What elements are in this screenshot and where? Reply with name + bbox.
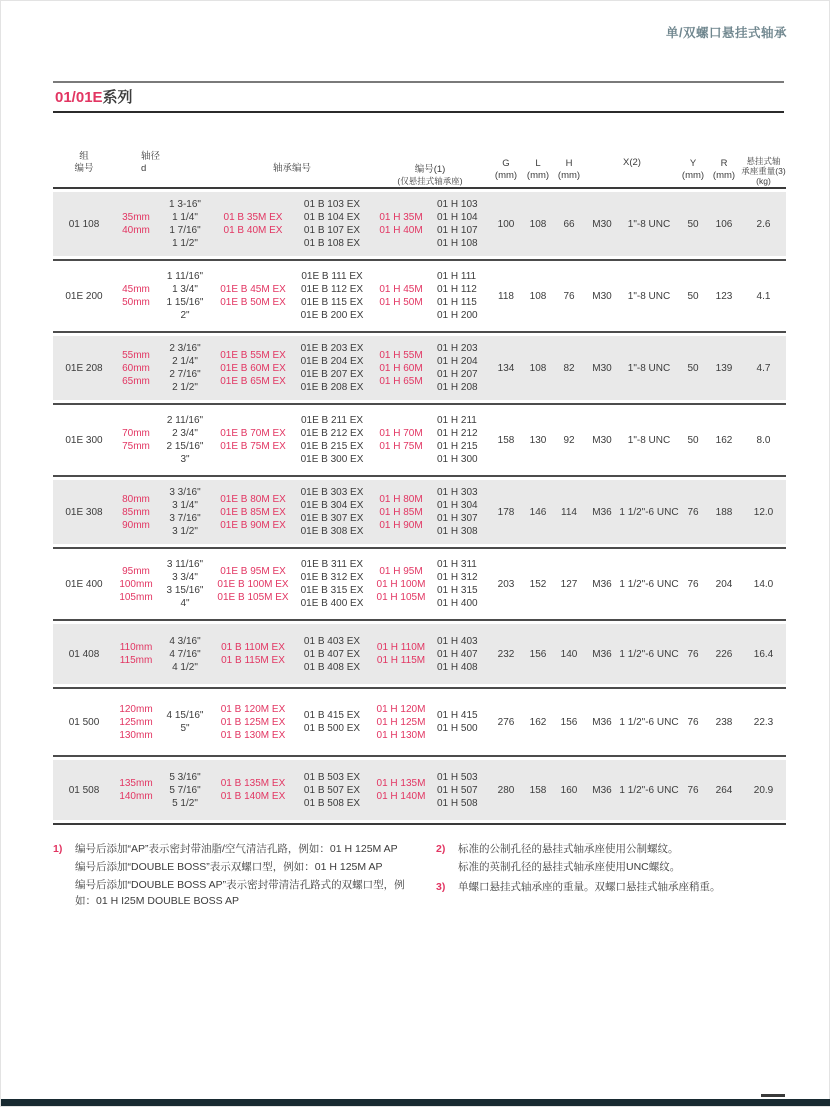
col-header-bearing-number: 轴承编号 — [272, 162, 311, 174]
bearing-number-inch: 01 B 503 EX 01 B 507 EX 01 B 508 EX — [303, 771, 361, 809]
group-number: 01E 308 — [65, 506, 103, 518]
housing-weight: 2.6 — [756, 218, 771, 230]
table-header-row — [53, 133, 786, 187]
dim-r: 264 — [715, 784, 733, 796]
dim-y: 50 — [687, 218, 699, 230]
shaft-diameter-inch: 1 11/16" 1 3/4" 1 15/16" 2" — [166, 271, 204, 321]
hanger-number-inch: 01 H 415 01 H 500 — [437, 710, 478, 734]
thread-unc: 1"-8 UNC — [627, 434, 671, 446]
table-row — [53, 480, 786, 544]
group-number: 01 108 — [68, 218, 100, 230]
footnote-3 — [436, 879, 784, 897]
table-body — [53, 187, 786, 825]
housing-weight: 16.4 — [753, 648, 774, 660]
table-row — [53, 336, 786, 400]
dim-y: 76 — [687, 578, 699, 590]
dim-g: 134 — [497, 362, 515, 374]
dim-g: 178 — [497, 506, 515, 518]
shaft-diameter-inch: 4 3/16" 4 7/16" 4 1/2" — [169, 635, 201, 673]
col-header-group: 组 编号 — [74, 151, 94, 174]
bearing-number-inch: 01E B 311 EX 01E B 312 EX 01E B 315 EX 01E B 400 EX — [300, 559, 364, 609]
hanger-number-inch: 01 H 103 01 H 104 01 H 107 01 H 108 — [437, 199, 478, 249]
table-row — [53, 192, 786, 256]
table-row — [53, 760, 786, 820]
thread-unc: 1 1/2"-6 UNC — [619, 578, 679, 590]
dim-y: 76 — [687, 784, 699, 796]
row-separator — [53, 475, 786, 477]
dim-y: 76 — [687, 648, 699, 660]
section-title-block — [53, 81, 784, 113]
col-header-x: X(2) — [623, 156, 641, 168]
hanger-number-metric: 01 H 120M 01 H 125M 01 H 130M — [376, 703, 426, 741]
housing-weight: 20.9 — [753, 784, 774, 796]
thread-unc: 1 1/2"-6 UNC — [619, 648, 679, 660]
bottom-page-dash — [761, 1094, 785, 1097]
hanger-number-inch: 01 H 111 01 H 112 01 H 115 01 H 200 — [437, 271, 478, 321]
shaft-diameter-metric: 45mm 50mm — [122, 284, 150, 308]
bearing-table — [53, 133, 786, 825]
thread-metric: M30 — [592, 290, 612, 302]
dim-g: 232 — [497, 648, 515, 660]
dim-y: 50 — [687, 434, 699, 446]
section-title-rest: 系列 — [102, 89, 133, 106]
table-row — [53, 552, 786, 616]
shaft-diameter-inch: 5 3/16" 5 7/16" 5 1/2" — [169, 771, 201, 809]
dim-g: 100 — [497, 218, 515, 230]
table-row — [53, 624, 786, 684]
dim-l: 158 — [529, 784, 547, 796]
hanger-number-metric: 01 H 45M 01 H 50M — [379, 284, 423, 308]
dim-h: 160 — [560, 784, 578, 796]
bearing-number-inch: 01 B 403 EX 01 B 407 EX 01 B 408 EX — [303, 635, 361, 673]
footnotes — [53, 841, 784, 911]
shaft-diameter-inch: 1 3-16" 1 1/4" 1 7/16" 1 1/2" — [169, 199, 201, 249]
dim-h: 66 — [563, 218, 575, 230]
footnote-1 — [53, 841, 412, 911]
col-header-shaft-diameter: 轴径 d — [141, 151, 161, 174]
group-number: 01 408 — [68, 648, 100, 660]
row-separator — [53, 687, 786, 689]
table-row — [53, 408, 786, 472]
dim-r: 139 — [715, 362, 733, 374]
dim-y: 50 — [687, 362, 699, 374]
hanger-number-metric: 01 H 55M 01 H 60M 01 H 65M — [379, 349, 423, 387]
group-number: 01E 300 — [65, 434, 103, 446]
row-separator — [53, 331, 786, 333]
row-separator — [53, 259, 786, 261]
housing-weight: 8.0 — [756, 434, 771, 446]
thread-metric: M30 — [592, 218, 612, 230]
footnote-3-line-1: 单螺口悬挂式轴承座的重量。双螺口悬挂式轴承座稍重。 — [457, 881, 721, 893]
hanger-number-metric: 01 H 95M 01 H 100M 01 H 105M — [376, 565, 426, 603]
housing-weight: 4.1 — [756, 290, 771, 302]
dim-l: 108 — [529, 290, 547, 302]
footnote-1-marker: 1) — [53, 843, 63, 855]
footnote-1-line-1: 编号后添加“AP”表示密封带油脂/空气清洁孔路，例如：01 H 125M AP — [75, 843, 398, 855]
bearing-number-metric: 01E B 95M EX 01E B 100M EX 01E B 105M EX — [217, 565, 289, 603]
dim-r: 204 — [715, 578, 733, 590]
bearing-number-metric: 01E B 55M EX 01E B 60M EX 01E B 65M EX — [220, 349, 286, 387]
bearing-number-inch: 01 B 103 EX 01 B 104 EX 01 B 107 EX 01 B 108 EX — [303, 199, 361, 249]
bearing-number-inch: 01E B 111 EX 01E B 112 EX 01E B 115 EX 01E B 200 EX — [300, 271, 364, 321]
hanger-number-metric: 01 H 110M 01 H 115M — [376, 642, 426, 666]
hanger-number-inch: 01 H 403 01 H 407 01 H 408 — [437, 635, 478, 673]
thread-metric: M30 — [592, 362, 612, 374]
dim-h: 114 — [561, 506, 577, 518]
col-header-weight: 悬挂式轴 承座重量(3) (kg) — [741, 156, 786, 186]
col-header-y: Y (mm) — [681, 158, 705, 181]
shaft-diameter-metric: 135mm 140mm — [119, 778, 153, 802]
bearing-number-metric: 01E B 70M EX 01E B 75M EX — [220, 428, 286, 452]
col-header-g: G (mm) — [494, 158, 518, 181]
col-header-l: L (mm) — [526, 158, 550, 181]
housing-weight: 22.3 — [753, 716, 774, 728]
footnote-1-line-2: 编号后添加“DOUBLE BOSS”表示双螺口型，例如：01 H 125M AP — [75, 861, 383, 873]
dim-y: 50 — [687, 290, 699, 302]
thread-unc: 1 1/2"-6 UNC — [619, 506, 679, 518]
dim-r: 123 — [715, 290, 733, 302]
dim-l: 108 — [529, 218, 547, 230]
thread-unc: 1 1/2"-6 UNC — [619, 716, 679, 728]
footnote-2-line-1: 标准的公制孔径的悬挂式轴承座使用公制螺纹。 — [457, 843, 679, 855]
thread-metric: M36 — [592, 784, 612, 796]
dim-l: 152 — [529, 578, 547, 590]
thread-metric: M36 — [592, 648, 612, 660]
thread-metric: M30 — [592, 434, 612, 446]
col-header-r: R (mm) — [712, 158, 736, 181]
footnote-1-line-3: 编号后添加“DOUBLE BOSS AP”表示密封带清洁孔路式的双螺口型，例如：01 H I25M DOUBLE BOSS AP — [75, 879, 405, 907]
row-separator — [53, 403, 786, 405]
thread-unc: 1"-8 UNC — [627, 218, 671, 230]
group-number: 01E 208 — [65, 362, 103, 374]
bearing-number-metric: 01 B 120M EX 01 B 125M EX 01 B 130M EX — [220, 703, 286, 741]
shaft-diameter-metric: 70mm 75mm — [122, 428, 150, 452]
bearing-number-metric: 01E B 80M EX 01E B 85M EX 01E B 90M EX — [220, 493, 286, 531]
bearing-number-metric: 01 B 135M EX 01 B 140M EX — [220, 778, 286, 802]
footnote-3-marker: 3) — [435, 881, 446, 893]
thread-metric: M36 — [592, 578, 612, 590]
dim-g: 118 — [498, 290, 514, 302]
shaft-diameter-metric: 110mm 115mm — [119, 642, 153, 666]
thread-unc: 1"-8 UNC — [627, 362, 671, 374]
bottom-page-bar — [1, 1099, 830, 1106]
footnote-2-marker: 2) — [435, 843, 446, 855]
shaft-diameter-metric: 95mm 100mm 105mm — [119, 565, 153, 603]
dim-l: 146 — [529, 506, 547, 518]
shaft-diameter-inch: 3 3/16" 3 1/4" 3 7/16" 3 1/2" — [169, 487, 201, 537]
col-header-hanger-number: 编号(1) (仅悬挂式轴承座) — [397, 164, 463, 186]
dim-g: 276 — [497, 716, 515, 728]
shaft-diameter-metric: 80mm 85mm 90mm — [122, 493, 150, 531]
dim-g: 158 — [497, 434, 515, 446]
footnote-2-line-2: 标准的英制孔径的悬挂式轴承座使用UNC螺纹。 — [457, 861, 681, 873]
shaft-diameter-inch: 4 15/16" 5" — [166, 710, 204, 734]
table-row — [53, 264, 786, 328]
dim-l: 130 — [529, 434, 547, 446]
hanger-number-inch: 01 H 503 01 H 507 01 H 508 — [437, 771, 478, 809]
section-title-accent: 01/01E — [55, 89, 103, 106]
shaft-diameter-metric: 120mm 125mm 130mm — [119, 703, 153, 741]
housing-weight: 12.0 — [753, 506, 774, 518]
dim-r: 188 — [715, 506, 733, 518]
thread-unc: 1 1/2"-6 UNC — [619, 784, 679, 796]
hanger-number-metric: 01 H 135M 01 H 140M — [376, 778, 426, 802]
table-row — [53, 692, 786, 752]
dim-y: 76 — [687, 716, 699, 728]
footnote-2 — [436, 841, 784, 877]
housing-weight: 4.7 — [756, 362, 771, 374]
shaft-diameter-inch: 2 3/16" 2 1/4" 2 7/16" 2 1/2" — [169, 343, 201, 393]
shaft-diameter-inch: 3 11/16" 3 3/4" 3 15/16" 4" — [166, 559, 204, 609]
thread-metric: M36 — [592, 506, 612, 518]
dim-r: 226 — [715, 648, 733, 660]
row-separator — [53, 755, 786, 757]
group-number: 01 500 — [68, 716, 100, 728]
group-number: 01 508 — [68, 784, 100, 796]
housing-weight: 14.0 — [753, 578, 774, 590]
shaft-diameter-metric: 35mm 40mm — [122, 212, 150, 236]
dim-h: 82 — [563, 362, 575, 374]
hanger-number-inch: 01 H 303 01 H 304 01 H 307 01 H 308 — [437, 487, 478, 537]
col-header-h: H (mm) — [557, 158, 581, 181]
dim-h: 76 — [563, 290, 575, 302]
hanger-number-metric: 01 H 80M 01 H 85M 01 H 90M — [379, 493, 423, 531]
page-tag: 单/双螺口悬挂式轴承 — [666, 26, 787, 40]
dim-h: 127 — [560, 578, 578, 590]
dim-g: 280 — [497, 784, 515, 796]
bearing-number-metric: 01 B 35M EX 01 B 40M EX — [223, 212, 283, 236]
hanger-number-metric: 01 H 70M 01 H 75M — [379, 428, 423, 452]
section-title — [53, 83, 784, 113]
dim-g: 203 — [497, 578, 515, 590]
dim-h: 92 — [563, 434, 575, 446]
hanger-number-metric: 01 H 35M 01 H 40M — [379, 212, 423, 236]
dim-h: 156 — [560, 716, 578, 728]
dim-h: 140 — [560, 648, 578, 660]
dim-l: 156 — [529, 648, 547, 660]
dim-r: 238 — [715, 716, 733, 728]
dim-y: 76 — [687, 506, 699, 518]
dim-r: 106 — [715, 218, 733, 230]
shaft-diameter-inch: 2 11/16" 2 3/4" 2 15/16" 3" — [166, 415, 204, 465]
hanger-number-inch: 01 H 211 01 H 212 01 H 215 01 H 300 — [437, 415, 478, 465]
hanger-number-inch: 01 H 203 01 H 204 01 H 207 01 H 208 — [437, 343, 478, 393]
thread-metric: M36 — [592, 716, 612, 728]
bearing-number-inch: 01E B 203 EX 01E B 204 EX 01E B 207 EX 01E B 208 EX — [300, 343, 364, 393]
group-number: 01E 200 — [65, 290, 103, 302]
bearing-number-metric: 01E B 45M EX 01E B 50M EX — [220, 284, 286, 308]
shaft-diameter-metric: 55mm 60mm 65mm — [122, 349, 150, 387]
thread-unc: 1"-8 UNC — [627, 290, 671, 302]
bearing-number-inch: 01 B 415 EX 01 B 500 EX — [303, 710, 361, 734]
bearing-number-inch: 01E B 211 EX 01E B 212 EX 01E B 215 EX 01E B 300 EX — [300, 415, 364, 465]
dim-l: 162 — [529, 716, 547, 728]
bearing-number-inch: 01E B 303 EX 01E B 304 EX 01E B 307 EX 01E B 308 EX — [300, 487, 364, 537]
group-number: 01E 400 — [65, 578, 103, 590]
dim-l: 108 — [529, 362, 547, 374]
hanger-number-inch: 01 H 311 01 H 312 01 H 315 01 H 400 — [437, 559, 478, 609]
row-separator — [53, 547, 786, 549]
dim-r: 162 — [715, 434, 733, 446]
row-separator — [53, 619, 786, 621]
bearing-number-metric: 01 B 110M EX 01 B 115M EX — [221, 642, 285, 666]
